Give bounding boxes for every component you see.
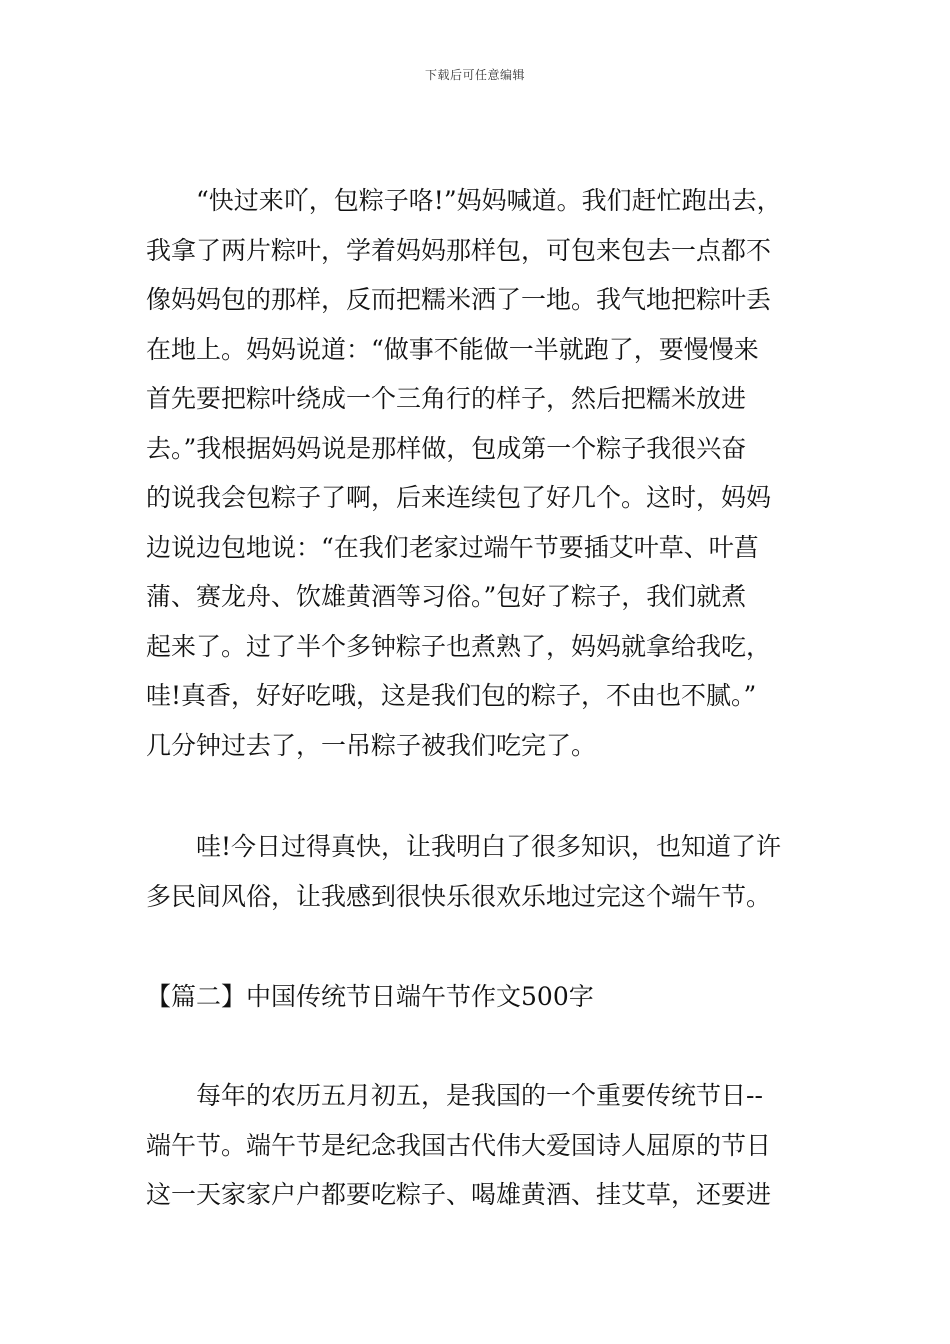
section-title: 【篇二】中国传统节日端午节作文500字 [146,982,594,1011]
text-line: 哇!真香，好好吃哦，这是我们包的粽子，不由也不腻。” [146,681,757,710]
text-line: 这一天家家户户都要吃粽子、喝雄黄酒、挂艾草，还要进 [146,1180,772,1209]
text-line: 去。”我根据妈妈说是那样做，包成第一个粽子我很兴奋 [146,433,747,463]
paragraph-conclusion [146,822,814,921]
text-line: 哇!今日过得真快，让我明白了很多知识，也知道了许 [196,832,782,861]
text-line: 在地上。妈妈说道：“做事不能做一半就跑了，要慢慢来 [146,334,759,364]
text-line: 我拿了两片粽叶，学着妈妈那样包，可包来包去一点都不 [146,235,772,265]
text-line: 端午节。端午节是纪念我国古代伟大爱国诗人屈原的节日 [146,1130,772,1160]
text-line: 多民间风俗，让我感到很快乐很欢乐地过完这个端午节。 [146,881,772,911]
paragraph-dumpling-story [146,176,814,770]
text-line: 几分钟过去了，一吊粽子被我们吃完了。 [146,730,597,760]
text-line: 首先要把粽叶绕成一个三角行的样子，然后把糯米放进 [146,384,747,413]
text-line: 的说我会包粽子了啊，后来连续包了好几个。这时，妈妈 [146,483,772,512]
text-line: 蒲、赛龙舟、饮雄黄酒等习俗。”包好了粽子，我们就煮 [146,582,747,611]
text-line: 像妈妈包的那样，反而把糯米洒了一地。我气地把粽叶丢 [146,285,772,314]
text-line: 每年的农历五月初五，是我国的一个重要传统节日-- [196,1081,763,1110]
header-note: 下载后可任意编辑 [424,68,525,82]
section-heading [146,972,814,1022]
text-line: 边说边包地说：“在我们老家过端午节要插艾叶草、叶菖 [146,532,759,562]
text-line: “快过来吖，包粽子咯!”妈妈喊道。我们赶忙跑出去， [196,186,782,215]
text-line: 起来了。过了半个多钟粽子也煮熟了，妈妈就拿给我吃， [146,631,772,661]
paragraph-intro [146,1071,814,1220]
